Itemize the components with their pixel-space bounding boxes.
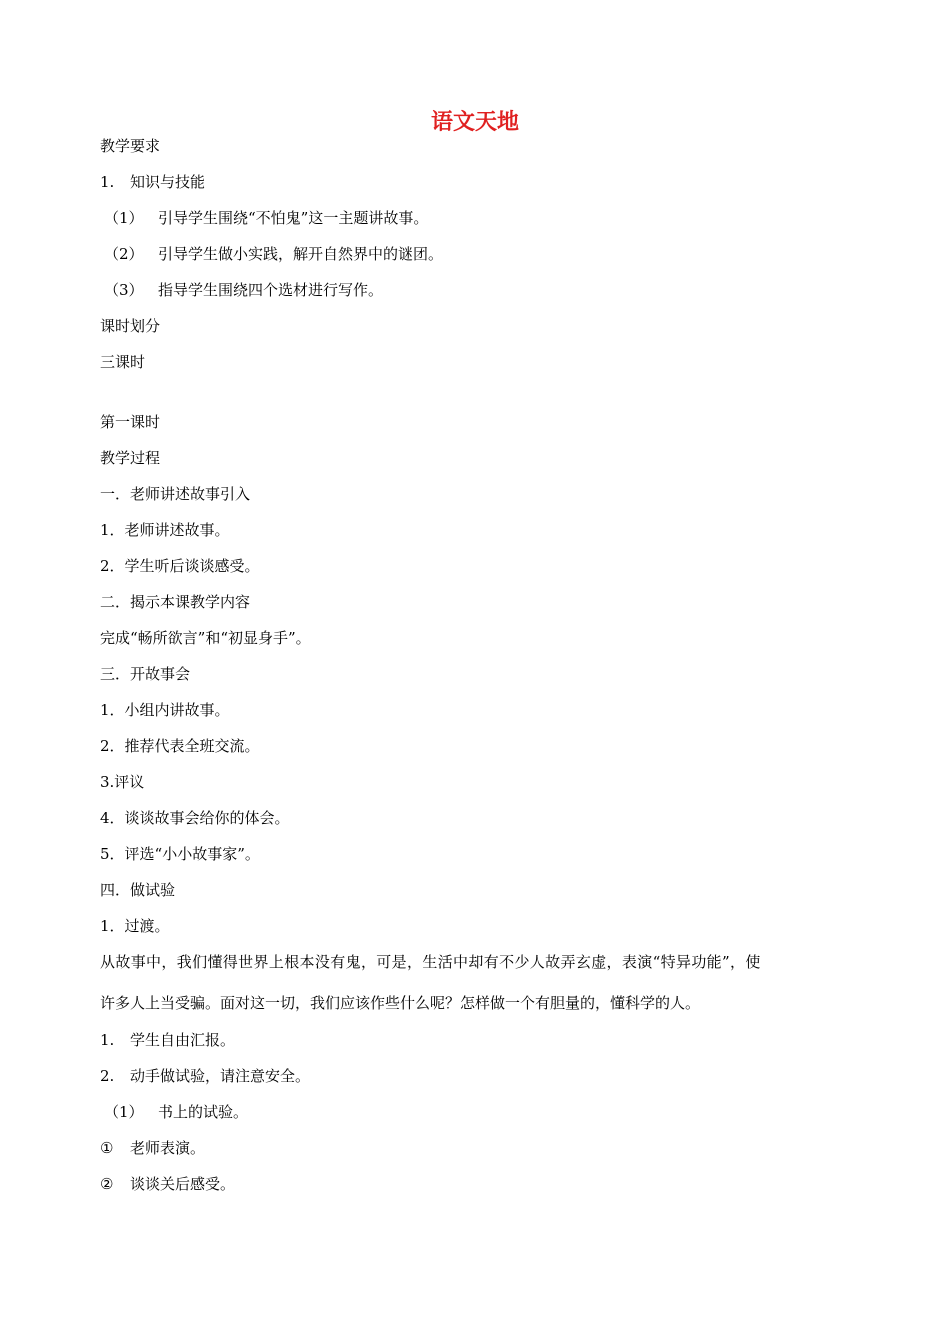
list-text: 学生自由汇报。 <box>130 1031 236 1049</box>
paragraph: 三课时 <box>100 353 146 371</box>
section-heading: 教学要求 <box>100 137 161 155</box>
list-number: 2. <box>100 1067 115 1085</box>
section-heading: 第一课时 <box>100 413 161 431</box>
list-number: （3） <box>104 281 144 299</box>
list-item <box>104 243 443 265</box>
list-text: 老师表演。 <box>130 1139 206 1157</box>
list-item: 1．老师讲述故事。 <box>100 521 230 539</box>
list-item <box>104 279 383 301</box>
list-item: 5．评选“小小故事家”。 <box>100 845 260 863</box>
section-heading: 课时划分 <box>100 317 161 335</box>
list-number: 1. <box>100 1031 115 1049</box>
paragraph-line: 许多人上当受骗。面对这一切，我们应该作些什么呢？怎样做一个有胆量的，懂科学的人。 <box>100 994 701 1012</box>
list-item: 3.评议 <box>100 773 145 791</box>
list-text: 指导学生围绕四个选材进行写作。 <box>158 281 384 299</box>
list-number: 1. <box>100 173 115 191</box>
list-number: ① <box>100 1139 114 1157</box>
section-heading: 二．揭示本课教学内容 <box>100 593 251 611</box>
page-title: 语文天地 <box>430 110 519 135</box>
list-item: 1．小组内讲故事。 <box>100 701 230 719</box>
section-heading: 四．做试验 <box>100 881 176 899</box>
list-item <box>100 171 205 193</box>
list-number: （2） <box>104 245 144 263</box>
list-text: 谈谈关后感受。 <box>130 1175 236 1193</box>
list-number: （1） <box>104 1103 144 1121</box>
list-item: 2．学生听后谈谈感受。 <box>100 557 260 575</box>
section-heading: 教学过程 <box>100 449 161 467</box>
list-text: 书上的试验。 <box>158 1103 249 1121</box>
paragraph: 完成“畅所欲言”和“初显身手”。 <box>100 629 311 647</box>
list-text: 知识与技能 <box>130 173 206 191</box>
list-item <box>100 1065 310 1087</box>
list-item <box>100 1173 235 1195</box>
list-item <box>100 1137 205 1159</box>
list-item <box>104 207 428 229</box>
list-item: 2．推荐代表全班交流。 <box>100 737 260 755</box>
list-item: 4．谈谈故事会给你的体会。 <box>100 809 290 827</box>
list-item <box>100 1029 235 1051</box>
list-text: 引导学生做小实践，解开自然界中的谜团。 <box>158 245 444 263</box>
section-heading: 一．老师讲述故事引入 <box>100 485 251 503</box>
paragraph-line: 从故事中，我们懂得世界上根本没有鬼，可是，生活中却有不少人故弄玄虚，表演“特异功能”，使 <box>100 953 761 971</box>
list-text: 引导学生围绕“不怕鬼”这一主题讲故事。 <box>158 209 429 227</box>
list-item: 1．过渡。 <box>100 917 170 935</box>
list-number: ② <box>100 1175 114 1193</box>
list-text: 动手做试验，请注意安全。 <box>130 1067 311 1085</box>
section-heading: 三．开故事会 <box>100 665 191 683</box>
list-number: （1） <box>104 209 144 227</box>
list-item <box>104 1101 248 1123</box>
